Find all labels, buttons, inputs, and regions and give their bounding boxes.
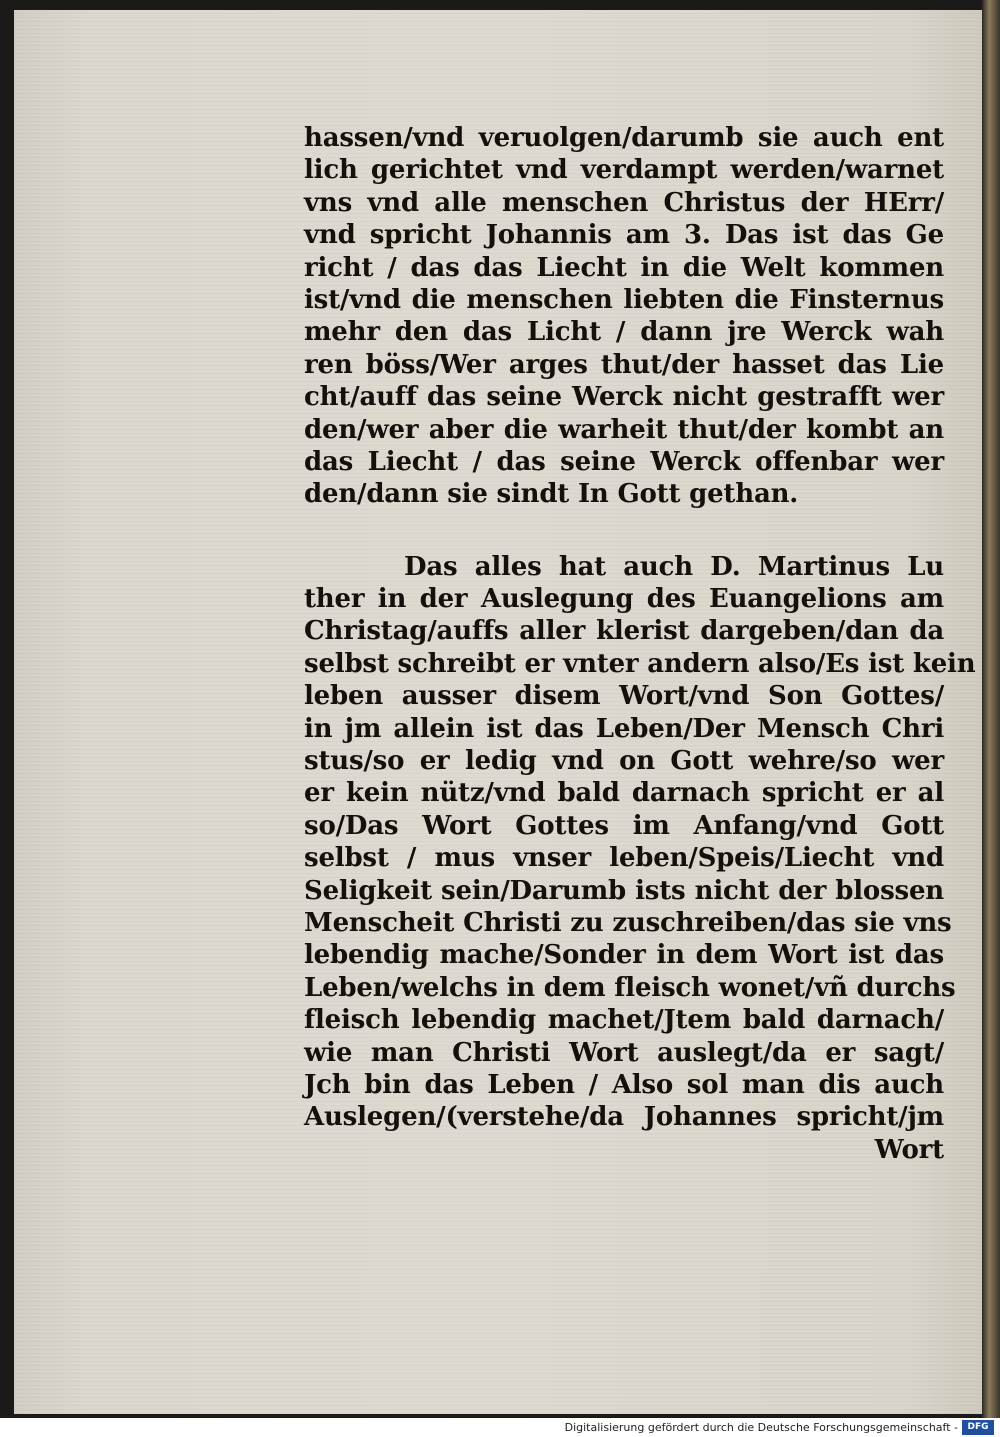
text-line — [304, 1004, 944, 1036]
text-line-content: Leben/welchs in dem fleisch wonet/vñ durchs — [304, 972, 956, 1003]
text-line — [304, 122, 944, 154]
text-line — [304, 154, 944, 186]
text-line-content: Christag/auffs aller klerist dargeben/dan da — [304, 616, 944, 647]
text-line — [304, 381, 944, 413]
text-line-content: fleisch lebendig machet/Jtem bald darnach/ — [304, 1005, 944, 1036]
text-line — [304, 777, 944, 809]
text-line-content: Auslegen/(verstehe/da Johannes spricht/jm — [304, 1102, 944, 1133]
text-line-content: selbst / mus vnser leben/Speis/Liecht vnd — [304, 843, 944, 874]
text-line — [304, 316, 944, 348]
text-line-content: ther in der Auslegung des Euangelions am — [304, 584, 944, 615]
text-line-content: ist/vnd die menschen liebten die Finsternus — [304, 284, 944, 315]
text-line — [304, 745, 944, 777]
text-line-content: vns vnd alle menschen Christus der HErr/ — [304, 187, 944, 218]
text-line — [304, 551, 944, 583]
paragraph-gap — [304, 511, 944, 551]
footer-bar — [0, 1418, 1000, 1437]
text-line-content: den/wer aber die warheit thut/der kombt an — [304, 414, 944, 445]
text-line — [304, 907, 952, 939]
text-line-content: cht/auff das seine Werck nicht gestrafft wer — [304, 382, 944, 413]
text-line-content: in jm allein ist das Leben/Der Mensch Chri — [304, 713, 944, 744]
text-line-content: Das alles hat auch D. Martinus Lu — [404, 551, 944, 582]
text-line — [304, 648, 976, 680]
text-line — [304, 680, 944, 712]
text-line — [304, 1037, 944, 1069]
text-line-content: Menscheit Christi zu zuschreiben/das sie vns — [304, 907, 952, 938]
text-line-content: wie man Christi Wort auslegt/da er sagt/ — [304, 1037, 944, 1068]
text-line — [304, 583, 944, 615]
text-line-content: selbst schreibt er vnter andern also/Es ist kein — [304, 648, 976, 679]
paragraph-2 — [304, 551, 976, 1134]
text-line — [304, 972, 956, 1004]
text-line — [304, 349, 944, 381]
text-line — [304, 446, 944, 478]
text-line-content: hassen/vnd veruolgen/darumb sie auch ent — [304, 123, 944, 153]
text-line-content: Jch bin das Leben / Also sol man dis auch — [304, 1069, 944, 1100]
text-line-content: Seligkeit sein/Darumb ists nicht der blossen — [304, 875, 944, 906]
catchword: Wort — [874, 1134, 944, 1165]
text-line-content: ren böss/Wer arges thut/der hasset das Lie — [304, 349, 944, 380]
book-page — [14, 10, 982, 1414]
paragraph-1 — [304, 122, 944, 511]
text-line — [304, 414, 944, 446]
text-line — [304, 478, 944, 510]
text-line-content: vnd spricht Johannis am 3. Das ist das Ge — [304, 220, 944, 251]
text-line — [304, 252, 944, 284]
dfg-logo-icon[interactable]: DFG — [962, 1420, 994, 1435]
text-line-content: mehr den das Licht / dann jre Werck wah — [304, 317, 944, 348]
text-line — [304, 810, 944, 842]
text-line — [304, 875, 944, 907]
text-line-content: so/Das Wort Gottes im Anfang/vnd Gott — [304, 810, 944, 841]
text-line — [304, 939, 944, 971]
footer-credit: Digitalisierung gefördert durch die Deutsche Forschungsgemeinschaft - — [564, 1421, 958, 1434]
text-line-content: lich gerichtet vnd verdampt werden/warnet — [304, 155, 944, 186]
text-line — [304, 1069, 944, 1101]
text-line-content: das Liecht / das seine Werck offenbar wer — [304, 446, 944, 477]
catchword-line — [304, 1134, 944, 1166]
text-line — [304, 187, 944, 219]
text-line — [304, 219, 944, 251]
book-edge — [982, 0, 1000, 1418]
text-line — [304, 615, 944, 647]
text-line — [304, 284, 944, 316]
text-line-content: stus/so er ledig vnd on Gott wehre/so wer — [304, 746, 944, 777]
text-line-content: leben ausser disem Wort/vnd Son Gottes/ — [304, 681, 944, 712]
text-line-content: richt / das das Liecht in die Welt kommen — [304, 252, 944, 283]
text-line-content: den/dann sie sindt In Gott gethan. — [304, 479, 799, 510]
text-line — [304, 713, 944, 745]
text-line-content: lebendig mache/Sonder in dem Wort ist das — [304, 940, 944, 971]
text-line — [304, 1101, 944, 1133]
text-line — [304, 842, 944, 874]
text-line-content: er kein nütz/vnd bald darnach spricht er al — [304, 778, 944, 809]
page-text — [304, 122, 976, 1166]
